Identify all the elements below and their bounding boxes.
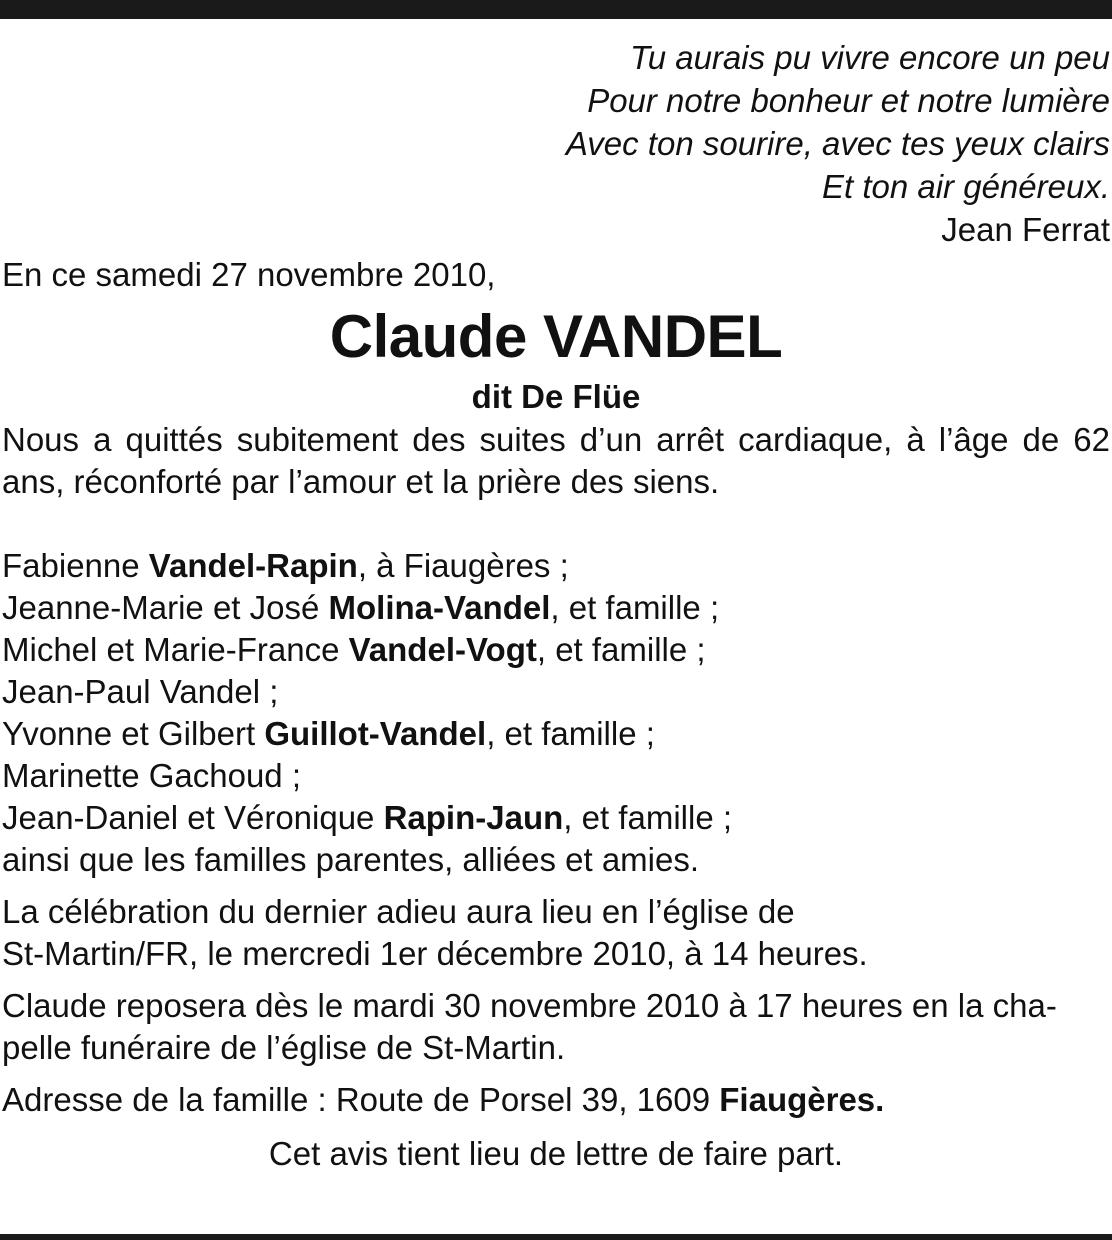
- family-line: Jean-Daniel et Véronique Rapin-Jaun, et famille ;: [2, 799, 733, 836]
- obituary-notice: [2, 36, 1110, 1175]
- date-line: En ce samedi 27 novembre 2010,: [2, 256, 496, 293]
- family-line: Michel et Marie-France Vandel-Vogt, et famille ;: [2, 631, 706, 668]
- ceremony-line: La célébration du dernier adieu aura lieu en l’église de: [2, 893, 795, 930]
- announcement-text: Nous a quittés subitement des suites d’un arrêt cardiaque, à l’âge de 62 ans, réconforté par l’amour et la prière des siens.: [2, 421, 1110, 500]
- top-rule: [0, 0, 1112, 19]
- bottom-rule: [0, 1234, 1112, 1240]
- spacer: [2, 881, 1110, 891]
- poem-line: Et ton air généreux.: [821, 168, 1110, 205]
- family-line: Fabienne Vandel-Rapin, à Fiaugères ;: [2, 547, 569, 584]
- family-line: Marinette Gachoud ;: [2, 757, 301, 794]
- family-line: Jean-Paul Vandel ;: [2, 673, 279, 710]
- viewing-info: [2, 985, 1110, 1069]
- ceremony-line: St-Martin/FR, le mercredi 1er décembre 2010, à 14 heures.: [2, 935, 868, 972]
- viewing-line: pelle funéraire de l’église de St-Martin.: [2, 1029, 566, 1066]
- poem-quote: [2, 36, 1110, 251]
- family-line: Yvonne et Gilbert Guillot-Vandel, et famille ;: [2, 715, 655, 752]
- address-line: Adresse de la famille : Route de Porsel 39, 1609 Fiaugères.: [2, 1081, 885, 1118]
- spacer: [2, 1069, 1110, 1079]
- poem-line: Avec ton sourire, avec tes yeux clairs: [565, 125, 1110, 162]
- closing-note: Cet avis tient lieu de lettre de faire part.: [268, 1135, 844, 1172]
- spacer: [2, 975, 1110, 985]
- poem-line: Pour notre bonheur et notre lumière: [587, 82, 1110, 119]
- family-surname: Molina-Vandel: [328, 589, 551, 626]
- viewing-line: Claude reposera dès le mardi 30 novembre 2010 à 17 heures en la cha-: [2, 987, 1057, 1024]
- poem-author: Jean Ferrat: [941, 211, 1110, 248]
- family-line: ainsi que les familles parentes, alliées et amies.: [2, 841, 700, 878]
- deceased-nickname: dit De Flüe: [471, 378, 641, 415]
- deceased-name: Claude VANDEL: [329, 303, 783, 370]
- family-list: [2, 545, 1110, 881]
- ceremony-info: [2, 891, 1110, 975]
- spacer: [2, 503, 1110, 545]
- poem-line: Tu aurais pu vivre encore un peu: [630, 39, 1110, 76]
- address-locality: Fiaugères.: [719, 1081, 885, 1118]
- family-surname: Rapin-Jaun: [383, 799, 564, 836]
- family-surname: Guillot-Vandel: [264, 715, 487, 752]
- family-address: [2, 1079, 1110, 1121]
- family-surname: Vandel-Rapin: [148, 547, 358, 584]
- family-surname: Vandel-Vogt: [348, 631, 537, 668]
- family-line: Jeanne-Marie et José Molina-Vandel, et famille ;: [2, 589, 720, 626]
